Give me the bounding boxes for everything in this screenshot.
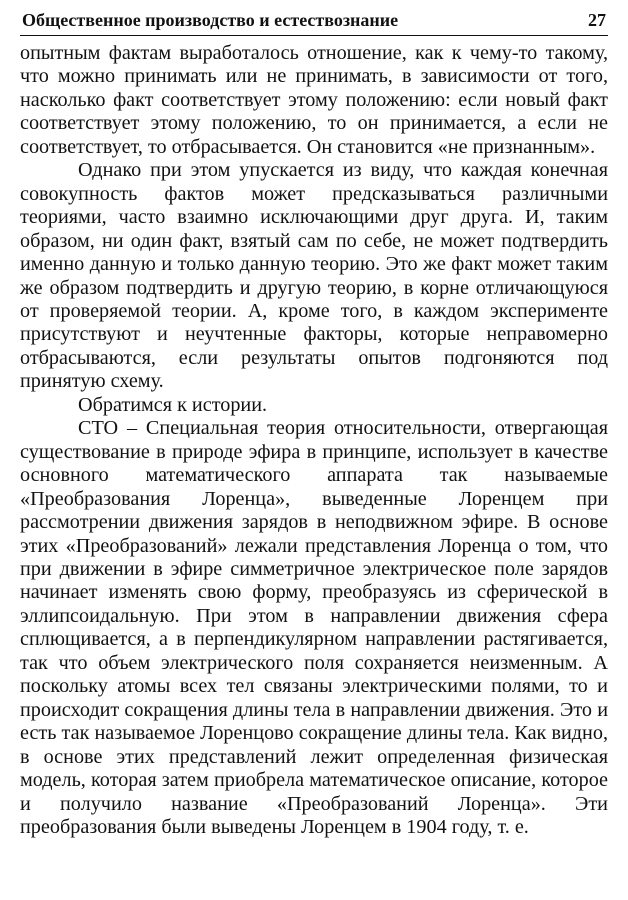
- book-page: [20, 8, 608, 839]
- running-header-title: Общественное производство и естествознание: [22, 10, 399, 30]
- body-text: [20, 42, 608, 839]
- page-number: 27: [588, 10, 606, 30]
- paragraph: СТО – Специальная теория относительности, отвергающая существование в природе эфира в принципе, использует в качестве основного математического аппарата так называемые «Преобразования Лоренца», выведенные Лоренцем при рассмотрении движения зарядов в неподвижном эфире. В основе этих «Преобразований» лежали представления Лоренца о том, что при движении в эфире симметричное электрическое поле зарядов начинает изменять свою форму, преобразуясь из сферической в эллипсоидальную. При этом в направлении движения сфера сплющивается, а в перпендикулярном направлении растягивается, так что объем электрического поля сохраняется неизменным. А поскольку атомы всех тел связаны электрическими полями, то и происходит сокращения длины тела в направлении движения. Это и есть так называемое Лоренцово сокращение длины тела. Как видно, в основе этих представлений лежит определенная физическая модель, которая затем приобрела математическое описание, которое и получило название «Преобразований Лоренца». Эти преобразования были выведены Лоренцем в 1904 году, т. е.: [20, 417, 608, 838]
- running-header: [20, 8, 608, 36]
- paragraph: опытным фактам выработалось отношение, как к чему-то такому, что можно принимать или не принимать, в зависимости от того, насколько факт соответствует этому положению: если новый факт соответствует этому положению, то он принимается, а если не соответствует, то отбрасывается. Он становится «не признанным».: [20, 42, 608, 158]
- paragraph: Обратимся к истории.: [78, 393, 268, 416]
- paragraph: Однако при этом упускается из виду, что каждая конечная совокупность фактов может предсказываться различными теориями, часто взаимно исключающими друг друга. И, таким образом, ни один факт, взятый сам по себе, не может подтвердить именно данную и только данную теорию. Это же факт может таким же образом подтвердить и другую теорию, в корне отличающуюся от проверяемой теории. А, кроме того, в каждом эксперименте присутствуют и неучтенные факторы, которые неправомерно отбрасываются, если результаты опытов подгоняются под принятую схему.: [20, 159, 608, 393]
